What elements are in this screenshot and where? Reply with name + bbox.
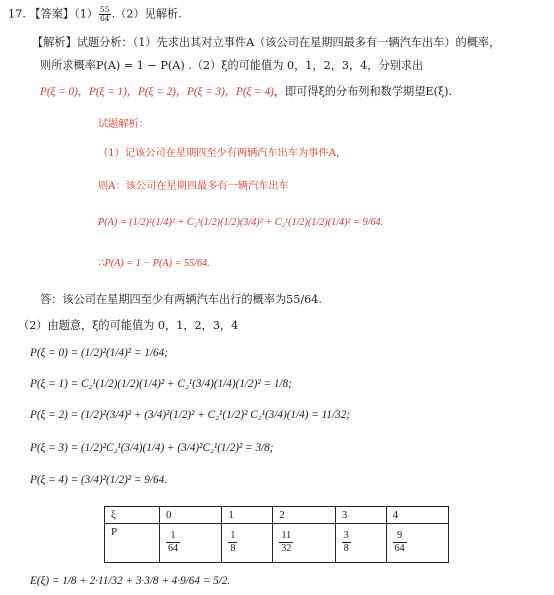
solution-step-2: 则A：该公司在星期四最多有一辆汽车出车 (98, 181, 289, 192)
solution-step-1: （1）记该公司在星期四至少有两辆汽车出车为事件A， (98, 148, 347, 159)
analysis-text-1: 试题分析：（1）先求出其对立事件A（该公司在星期四最多有一辆汽车出车）的概率， (76, 36, 501, 49)
answer-tag: 【答案】 (29, 7, 75, 21)
p-label: P (105, 524, 160, 563)
table-cell (386, 524, 448, 563)
solution-step-4: ∴P(A) = 1 − P(A) = 55/64. (98, 258, 210, 269)
prob-xi-4: P(ξ = 4) = (3/4)²(1/2)² = 9/64. (30, 474, 167, 486)
table-row-probs (105, 524, 449, 563)
table-cell (222, 524, 273, 563)
answer-line (8, 6, 182, 23)
prob-fraction: $\frac{1}{64}$ (168, 530, 178, 554)
table-cell (273, 524, 335, 563)
question-number: 17. (8, 7, 26, 21)
table-cell: 1 (222, 507, 273, 524)
prob-fraction: $\frac{11}{32}$ (281, 530, 292, 554)
table-cell (335, 524, 386, 563)
prob-fraction: $\frac{9}{64}$ (394, 530, 405, 554)
solution-step-3: P(A) = (1/2)²(1/4)² + C₂¹(1/2)(1/2)(3/4)² + C₂¹(1/2)(1/2)(1/4)² = 9/64. (98, 217, 384, 228)
table-row-values (105, 507, 449, 524)
analysis-tag: 【解析】 (32, 36, 77, 49)
expectation: E(ξ) = 1/8 + 2·11/32 + 3·3/8 + 4·9/64 = 5/2. (30, 575, 231, 587)
table-cell: 4 (386, 507, 448, 524)
distribution-table (104, 506, 449, 563)
probability-list: P(ξ = 0)，P(ξ = 1)，P(ξ = 2)，P(ξ = 3)，P(ξ = 4) (40, 86, 274, 98)
analysis-line-2: 则所求概率P(A) = 1 − P(A) .（2）ξ的可能值为 0，1，2，3，4，分别求出 (40, 59, 424, 72)
prob-fraction: $\frac{3}{8}$ (343, 530, 349, 554)
table-cell: 3 (335, 507, 386, 524)
conclusion: 答：该公司在星期四至少有两辆汽车出行的概率为55/64. (40, 293, 322, 306)
prob-xi-1: P(ξ = 1) = C₂¹(1/2)(1/2)(1/4)² + C₂¹(3/4)(1/4)(1/2)² = 1/8; (30, 378, 292, 390)
analysis-text-3: ，即可得ξ的分布列和数学期望E(ξ). (273, 85, 453, 98)
prob-xi-2: P(ξ = 2) = (1/2)²(3/4)² + (3/4)²(1/2)² + C₂¹(1/2)² C₂¹(3/4)(1/4) = 11/32; (30, 409, 350, 421)
answer-tail: .（2）见解析. (111, 7, 182, 21)
table-cell: 0 (160, 507, 222, 524)
table-cell: 2 (273, 507, 335, 524)
table-cell (160, 524, 222, 563)
answer-text: （1） (74, 7, 99, 21)
analysis-line-1 (32, 35, 500, 51)
part2-intro: （2）由题意，ξ的可能值为 0，1，2，3，4 (18, 319, 239, 332)
prob-xi-3: P(ξ = 3) = (1/2)²C₂¹(3/4)(1/4) + (3/4)²C₂¹(1/2)² = 3/8; (30, 442, 274, 454)
prob-xi-0: P(ξ = 0) = (1/2)²(1/4)² = 1/64; (30, 347, 168, 359)
solution-title: 试题解析： (98, 119, 149, 130)
analysis-line-3 (40, 84, 452, 100)
xi-label: ξ (105, 507, 160, 524)
answer-fraction: $\frac{55}{64}$ (100, 5, 110, 23)
prob-fraction: $\frac{1}{8}$ (230, 530, 236, 554)
